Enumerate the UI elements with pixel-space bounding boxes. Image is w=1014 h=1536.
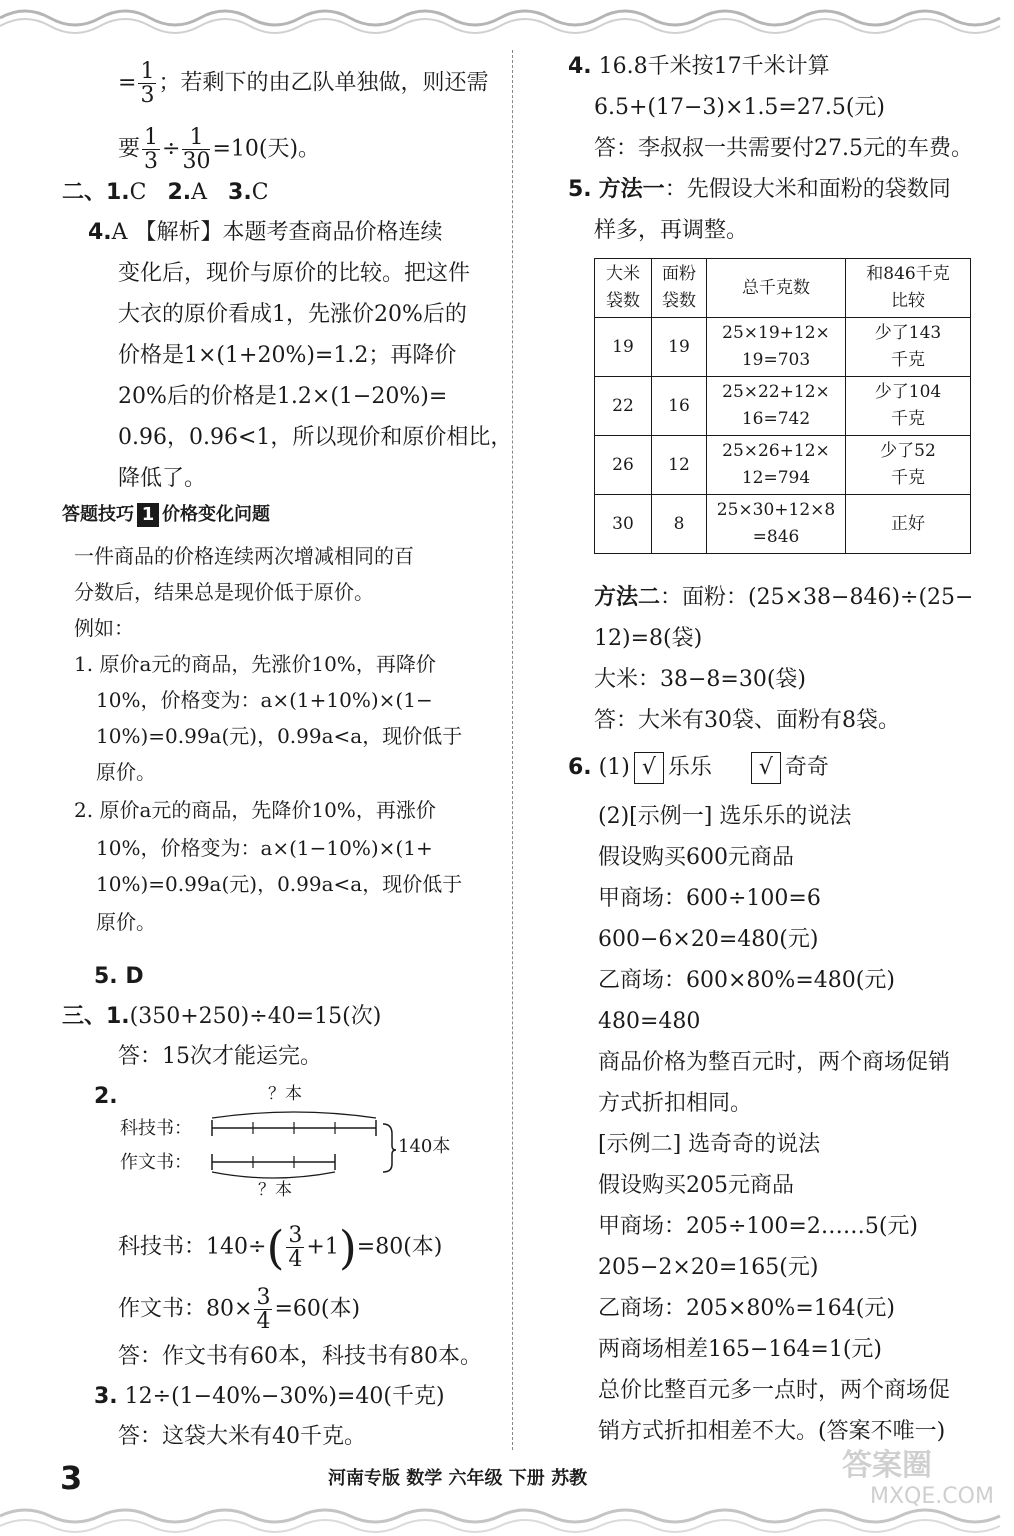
r-q6-line-14: 乙商场：205×80%=164(元) [598,1296,895,1321]
r-q4-line-1: 4. 16.8千米按17千米计算 [568,54,830,79]
column-divider [512,50,513,1450]
line-segment-diagram [200,1100,400,1190]
fraction: $\frac{1}{3}$ [140,59,155,109]
checkbox-lele: √ [634,752,664,784]
s3-q3-line-1: 3. 12÷(1−40%−30%)=40(千克) [94,1384,445,1409]
s3-q3-line-2: 答：这袋大米有40千克。 [118,1424,366,1449]
rice-flour-table: 大米 袋数 面粉 袋数 总千克数 和846千克 比较 19 19 25×19+12× 19=703 少了143 千克 22 16 25×22+12× 16=742 少了104 千克 26 12 25×26+12× 12=794 少了52 千克 30 8 25×30+12×8 =846 正好 [594,258,971,554]
r-q6-line-13: 205−2×20=165(元) [598,1255,819,1280]
r-q6-line-11: 假设购买205元商品 [598,1173,794,1198]
r-q5-m2-line-4: 答：大米有30袋、面粉有8袋。 [594,708,900,733]
r-q6-line-9: 方式折扣相同。 [598,1091,753,1116]
r-q6-line-7: 480=480 [598,1009,701,1034]
r-q5-line-1: 5. 方法一：先假设大米和面粉的袋数同 [568,177,951,202]
s3-q1-line-2: 答：15次才能运完。 [118,1044,322,1069]
r-q6-line-6: 乙商场：600×80%=480(元) [598,968,895,993]
diagram-total-label: 140本 [398,1136,451,1157]
bottom-wave-border [0,1500,1014,1536]
s3-q2-num: 2. [94,1084,118,1109]
table-row: 30 8 25×30+12×8 =846 正好 [595,495,971,554]
r-q5-line-2: 样多，再调整。 [594,218,749,243]
tip-line-3: 例如： [74,616,134,640]
r-q4-line-3: 答：李叔叔一共需要付27.5元的车费。 [594,136,973,161]
diagram-bottom-label: ？本 [258,1180,292,1200]
tip-line-7: 原价。 [96,760,156,784]
footer-info: 河南专版 数学 六年级 下册 苏教 [328,1468,588,1489]
r-q4-line-2: 6.5+(17−3)×1.5=27.5(元) [594,95,886,120]
r-q5-m2-line-2: 12)=8(袋) [594,626,703,651]
s3-q1-line-1: 三、1.(350+250)÷40=15(次) [62,1004,382,1029]
r-q5-m2-line-1: 方法二：面粉：(25×38−846)÷(25− [594,585,974,610]
q4-line-3: 大衣的原价看成1，先涨价20%后的 [118,302,467,327]
r-q6-line-12: 甲商场：205÷100=2……5(元) [598,1214,919,1239]
watermark-logo: 答案圈 [842,1448,932,1483]
watermark-url: MXQE.COM [870,1484,994,1509]
r-q6-line-1: 6. (1) √ 乐乐 √ 奇奇 [568,752,829,784]
q4-line-2: 变化后，现价与原价的比较。把这件 [118,261,471,286]
r-q6-line-8: 商品价格为整百元时，两个商场促销 [598,1050,951,1075]
tip-line-11: 原价。 [96,910,156,934]
section-2-answers: 二、1.C 2.A 3.C [62,180,269,205]
r-q6-line-15: 两商场相差165−164=1(元) [598,1337,883,1362]
zw-calc: 作文书：80× $\frac{3}{4}$ =60(本) [118,1285,361,1335]
tip-heading: 答题技巧 1 价格变化问题 [62,504,270,525]
tip-line-5: 10%，价格变为：a×(1+10%)×(1− [96,688,433,712]
q4-line-4: 价格是1×(1+20%)=1.2；再降价 [118,343,457,368]
tip-badge: 1 [137,503,159,527]
tip-line-9: 10%，价格变为：a×(1−10%)×(1+ [96,836,433,860]
q4-line-7: 降低了。 [118,466,207,491]
r-q6-line-10: [示例二] 选奇奇的说法 [598,1132,821,1157]
r-q6-line-16: 总价比整百元多一点时，两个商场促 [598,1378,951,1403]
r-q6-line-4: 甲商场：600÷100=6 [598,886,821,911]
q4-line-1: 4.A 【解析】本题考查商品价格连续 [88,220,443,245]
left-line-1: = $\frac{1}{3}$ ；若剩下的由乙队单独做，则还需 [118,59,489,109]
page-number: 3 [60,1459,83,1497]
q4-line-6: 0.96，0.96<1，所以现价和原价相比， [118,425,513,450]
table-row: 22 16 25×22+12× 16=742 少了104 千克 [595,377,971,436]
tip-line-4: 1. 原价a元的商品，先涨价10%，再降价 [74,652,436,676]
tip-line-8: 2. 原价a元的商品，先降价10%，再涨价 [74,798,436,822]
q5-answer: 5. D [94,964,144,989]
r-q6-line-3: 假设购买600元商品 [598,845,794,870]
tip-line-10: 10%)=0.99a(元)，0.99a<a，现价低于 [96,872,463,896]
tip-line-6: 10%)=0.99a(元)，0.99a<a，现价低于 [96,724,463,748]
tip-line-1: 一件商品的价格连续两次增减相同的百 [74,544,414,568]
top-wave-border [0,0,1014,36]
diagram-zw-label: 作文书： [120,1152,192,1173]
r-q6-line-5: 600−6×20=480(元) [598,927,819,952]
s3-q2-answer: 答：作文书有60本，科技书有80本。 [118,1344,482,1369]
r-q6-line-2: (2)[示例一] 选乐乐的说法 [598,804,852,829]
kj-calc: 科技书：140÷( $\frac{3}{4}$ +1)=80(本) [118,1220,443,1275]
table-row: 19 19 25×19+12× 19=703 少了143 千克 [595,318,971,377]
diagram-kj-label: 科技书： [120,1118,192,1139]
checkbox-qiqi: √ [751,752,781,784]
tip-line-2: 分数后，结果总是现价低于原价。 [74,580,374,604]
q4-line-5: 20%后的价格是1.2×(1−20%)= [118,384,448,409]
diagram-top-label: ？本 [268,1084,302,1104]
left-line-2: 要 $\frac{1}{3}$ ÷ $\frac{1}{30}$ =10(天)。 [118,125,321,175]
table-row: 26 12 25×26+12× 12=794 少了52 千克 [595,436,971,495]
r-q6-line-17: 销方式折扣相差不大。(答案不唯一) [598,1419,946,1444]
r-q5-m2-line-3: 大米：38−8=30(袋) [594,667,807,692]
